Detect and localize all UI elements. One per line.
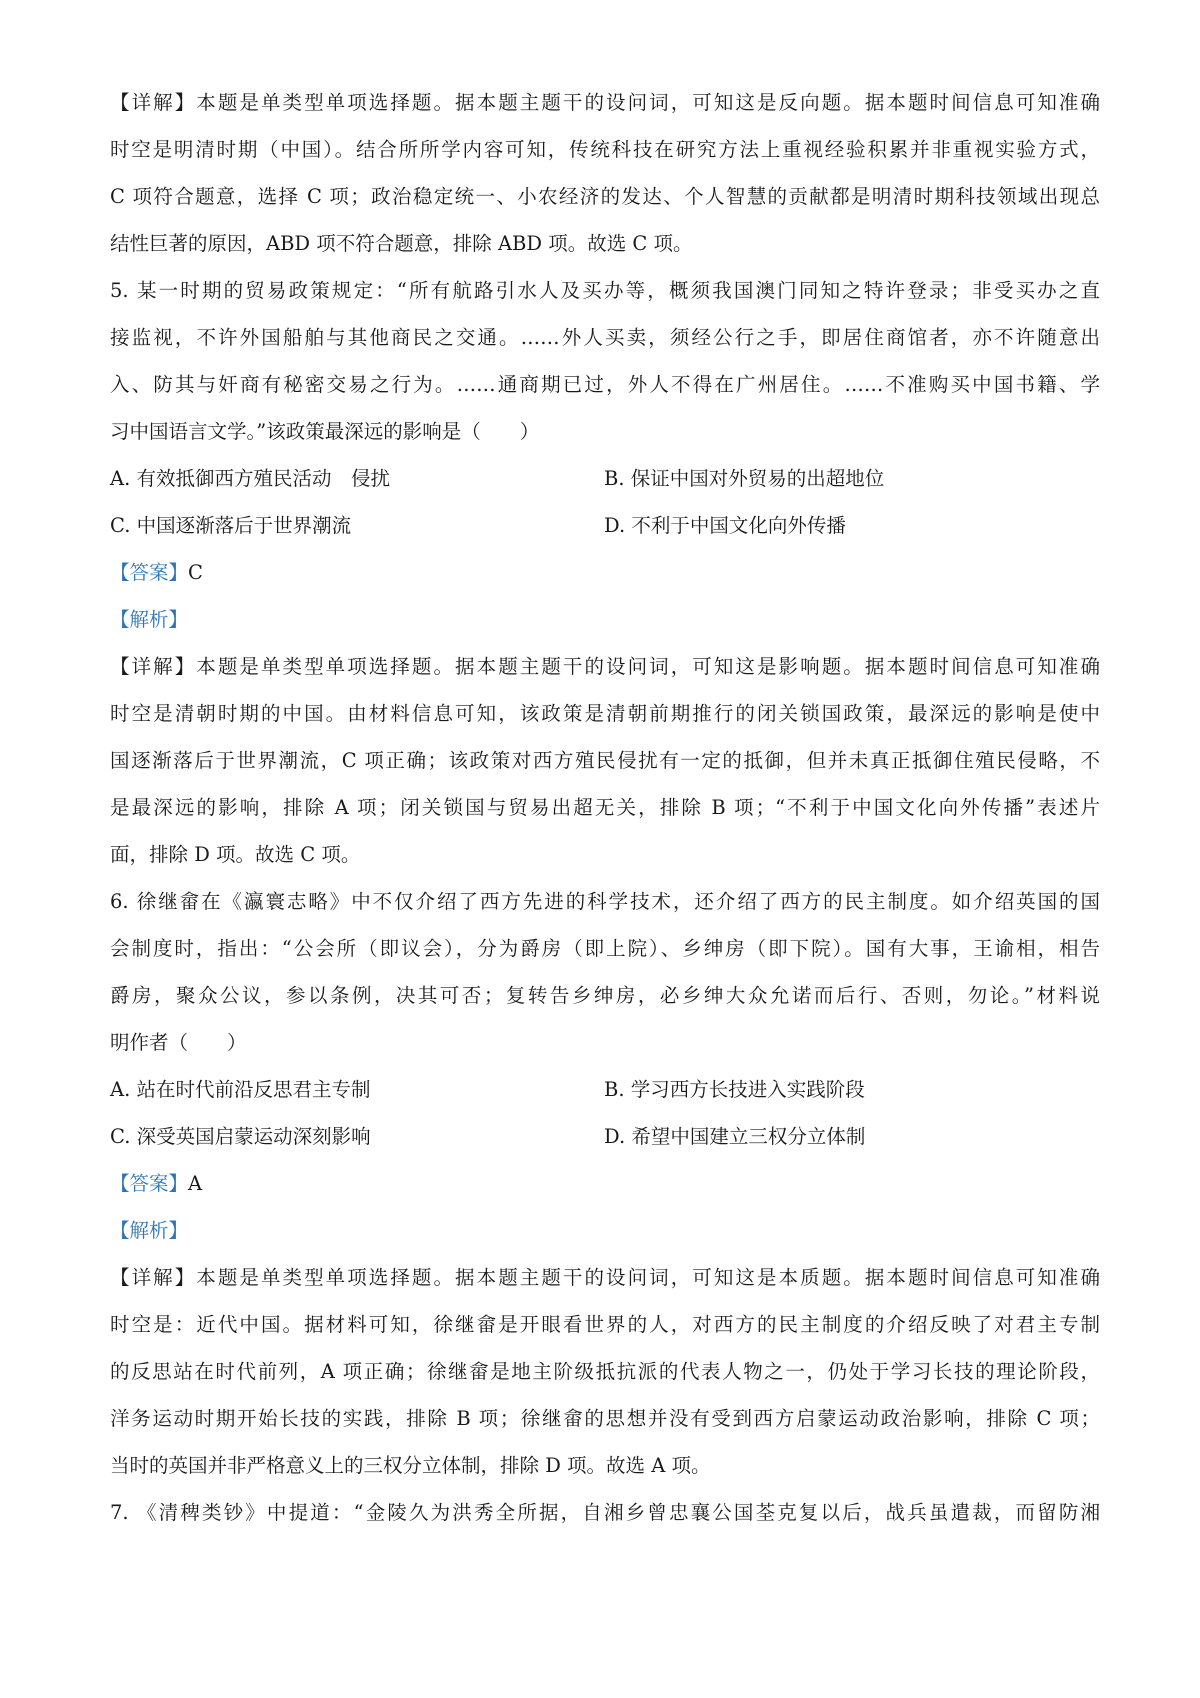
answer-label: 【答案】 — [110, 561, 189, 584]
question-6-detail: 当时的英国并非严格意义上的三权分立体制，排除 D 项。故选 A 项。 — [110, 1454, 711, 1477]
question-5-answer — [110, 558, 203, 588]
question-7-stem: 7. 《清稗类钞》中提道：“金陵久为洪秀全所据，自湘乡曾忠襄公国荃克复以后，战兵虽遣裁，而留防湘 — [110, 1501, 1100, 1524]
answer-label: 【答案】 — [110, 1172, 189, 1195]
question-5-detail: 面，排除 D 项。故选 C 项。 — [110, 843, 361, 866]
question-6-answer — [110, 1169, 202, 1199]
question-5-detail: 是最深远的影响，排除 A 项；闭关锁国与贸易出超无关，排除 B 项；“不利于中国文化向外传播”表述片 — [110, 796, 1100, 819]
question-6-detail: 洋务运动时期开始长技的实践，排除 B 项；徐继畲的思想并没有受到西方启蒙运动政治影响，排除 C 项； — [110, 1407, 1100, 1430]
detail-line: 结性巨著的原因，ABD 项不符合题意，排除 ABD 项。故选 C 项。 — [110, 232, 693, 255]
question-6-stem: 明作者（ ） — [110, 1031, 247, 1054]
question-5-stem: 接监视，不许外国船舶与其他商民之交通。……外人买卖，须经公行之手，即居住商馆者，亦不许随意出 — [110, 326, 1100, 349]
question-6-analysis-label: 【解析】 — [110, 1219, 189, 1242]
question-5-option-c: C. 中国逐渐落后于世界潮流 — [110, 514, 352, 537]
question-6-option-c: C. 深受英国启蒙运动深刻影响 — [110, 1125, 371, 1148]
question-6-option-d: D. 希望中国建立三权分立体制 — [604, 1125, 866, 1148]
detail-line: 时空是明清时期（中国）。结合所所学内容可知，传统科技在研究方法上重视经验积累并非重视实验方式， — [110, 138, 1100, 161]
question-5-option-d: D. 不利于中国文化向外传播 — [604, 514, 846, 537]
question-6-stem: 会制度时，指出：“公会所（即议会），分为爵房（即上院）、乡绅房（即下院）。国有大事，王谕相，相告 — [110, 937, 1100, 960]
question-5-stem: 5. 某一时期的贸易政策规定：“所有航路引水人及买办等，概须我国澳门同知之特许登录；非受买办之直 — [110, 279, 1100, 302]
detail-line: C 项符合题意，选择 C 项；政治稳定统一、小农经济的发达、个人智慧的贡献都是明清时期科技领域出现总 — [110, 185, 1100, 208]
question-5-stem: 入、防其与奸商有秘密交易之行为。……通商期已过，外人不得在广州居住。……不准购买中国书籍、学 — [110, 373, 1100, 396]
question-5-option-b: B. 保证中国对外贸易的出超地位 — [604, 467, 885, 490]
question-5-analysis-label: 【解析】 — [110, 608, 189, 631]
question-5-detail: 【详解】本题是单类型单项选择题。据本题主题干的设问词，可知这是影响题。据本题时间信息可知准确 — [110, 655, 1100, 678]
question-6-stem: 爵房，聚众公议，参以条例，决其可否；复转告乡绅房，必乡绅大众允诺而后行、否则，勿论。”材料说 — [110, 984, 1100, 1007]
detail-line: 【详解】本题是单类型单项选择题。据本题主题干的设问词，可知这是反向题。据本题时间信息可知准确 — [110, 91, 1100, 114]
question-5-stem: 习中国语言文学。”该政策最深远的影响是（ ） — [110, 420, 540, 443]
question-5-detail: 时空是清朝时期的中国。由材料信息可知，该政策是清朝前期推行的闭关锁国政策，最深远的影响是使中 — [110, 702, 1100, 725]
question-6-detail: 的反思站在时代前列，A 项正确；徐继畲是地主阶级抵抗派的代表人物之一，仍处于学习长技的理论阶段， — [110, 1360, 1100, 1383]
question-6-option-b: B. 学习西方长技进入实践阶段 — [604, 1078, 865, 1101]
question-5-option-a: A. 有效抵御西方殖民活动 侵扰 — [110, 467, 390, 490]
question-6-stem: 6. 徐继畲在《瀛寰志略》中不仅介绍了西方先进的科学技术，还介绍了西方的民主制度。如介绍英国的国 — [110, 890, 1100, 913]
question-6-option-a: A. 站在时代前沿反思君主专制 — [110, 1078, 371, 1101]
answer-value: A — [188, 1172, 203, 1195]
question-5-detail: 国逐渐落后于世界潮流，C 项正确；该政策对西方殖民侵扰有一定的抵御，但并未真正抵御住殖民侵略，不 — [110, 749, 1100, 772]
question-6-detail: 【详解】本题是单类型单项选择题。据本题主题干的设问词，可知这是本质题。据本题时间信息可知准确 — [110, 1266, 1100, 1289]
question-6-detail: 时空是：近代中国。据材料可知，徐继畲是开眼看世界的人，对西方的民主制度的介绍反映了对君主专制 — [110, 1313, 1100, 1336]
answer-value: C — [188, 561, 203, 584]
